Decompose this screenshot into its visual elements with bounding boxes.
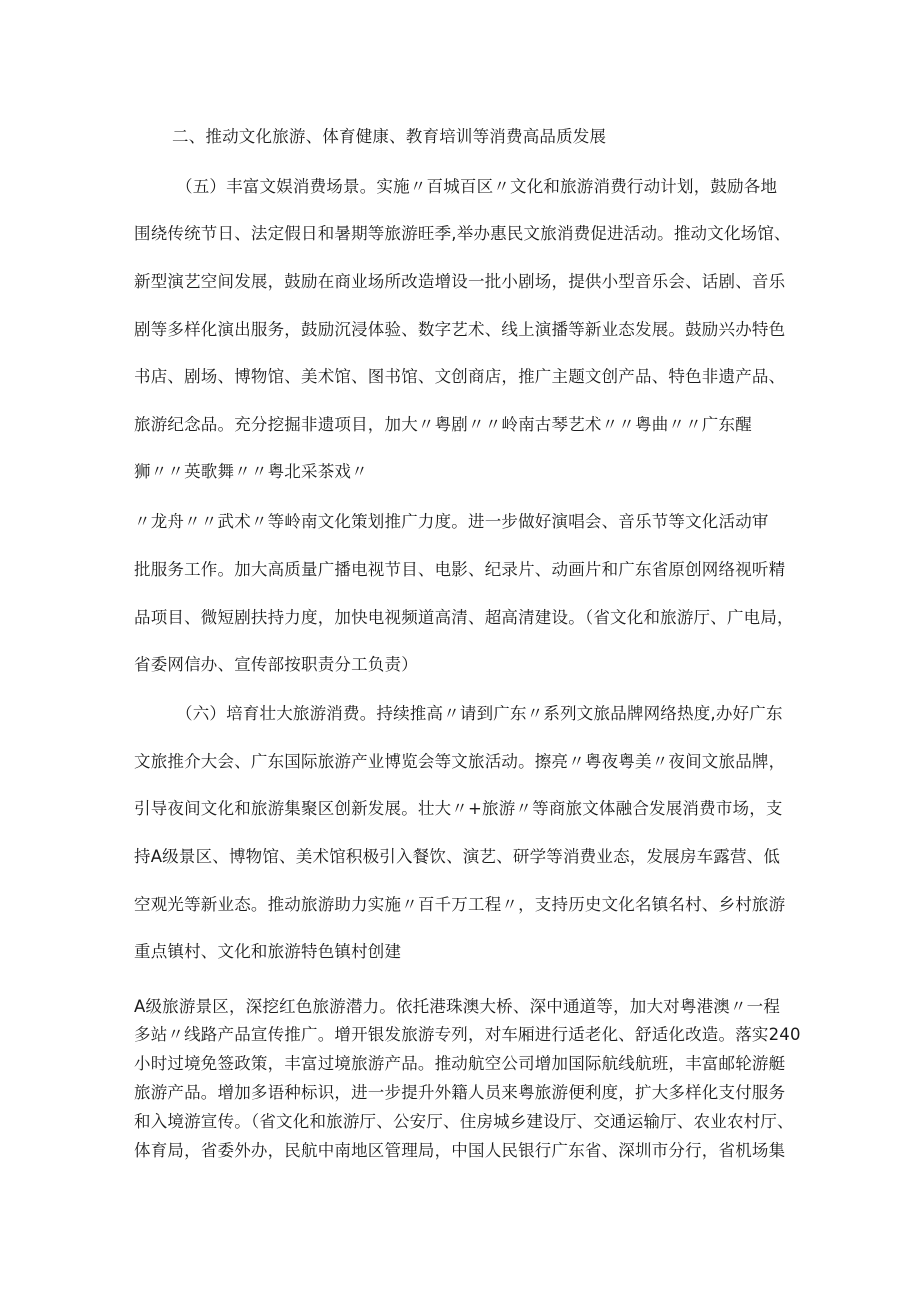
paragraph-line: 旅游纪念品。充分挖掘非遗项目，加大〃粤剧〃〃岭南古琴艺术〃〃粤曲〃〃广东醒 (134, 415, 752, 434)
paragraph-line: 重点镇村、文化和旅游特色镇村创建 (134, 942, 402, 961)
paragraph-line: 多站〃线路产品宣传推广。增开银发旅游专列，对车厢进行适老化、舒适化改造。落实240 (134, 1025, 801, 1044)
paragraph-line: 省委网信办、宣传部按职责分工负责） (134, 655, 418, 674)
paragraph-line: 剧等多样化演出服务，鼓励沉浸体验、数字艺术、线上演播等新业态发展。鼓励兴办特色 (134, 320, 786, 339)
paragraph-line: 〃龙舟〃〃武术〃等岭南文化策划推广力度。进一步做好演唱会、音乐节等文化活动审 (134, 512, 769, 531)
paragraph-line: （五）丰富文娱消费场景。实施〃百城百区〃文化和旅游消费行动计划，鼓励各地 (176, 177, 778, 196)
paragraph-line: 和入境游宣传。（省文化和旅游厅、公安厅、住房城乡建设厅、交通运输厅、农业农村厅、 (134, 1112, 794, 1131)
paragraph-line: 小时过境免签政策，丰富过境旅游产品。推动航空公司增加国际航线航班，丰富邮轮游艇 (134, 1054, 786, 1073)
paragraph-line: 持A级景区、博物馆、美术馆积极引入餐饮、演艺、研学等消费业态，发展房车露营、低 (134, 847, 781, 866)
paragraph-line: 书店、剧场、博物馆、美术馆、图书馆、文创商店，推广主题文创产品、特色非遗产品、 (134, 367, 786, 386)
paragraph-line: 新型演艺空间发展，鼓励在商业场所改造增设一批小剧场，提供小型音乐会、话剧、音乐 (134, 272, 786, 291)
paragraph-line: 文旅推介大会、广东国际旅游产业博览会等文旅活动。擦亮〃粤夜粤美〃夜间文旅品牌， (134, 752, 786, 771)
paragraph-line: 围绕传统节日、法定假日和暑期等旅游旺季,举办惠民文旅消费促进活动。推动文化场馆、 (134, 224, 791, 243)
paragraph-line: 品项目、微短剧扶持力度，加快电视频道高清、超高清建设。（省文化和旅游厅、广电局， (134, 608, 794, 627)
section-heading: 二、推动文化旅游、体育健康、教育培训等消费高品质发展 (172, 127, 607, 146)
paragraph-line: 狮〃〃英歌舞〃〃粤北采茶戏〃 (134, 462, 368, 481)
paragraph-line: 批服务工作。加大高质量广播电视节目、电影、纪录片、动画片和广东省原创网络视听精 (134, 560, 786, 579)
paragraph-line: 引导夜间文化和旅游集聚区创新发展。壮大〃+旅游〃等商旅文体融合发展消费市场，支 (134, 799, 783, 818)
paragraph-line: A级旅游景区，深挖红色旅游潜力。依托港珠澳大桥、深中通道等，加大对粤港澳〃一程 (134, 997, 781, 1016)
paragraph-line: 旅游产品。增加多语种标识，进一步提升外籍人员来粤旅游便利度，扩大多样化支付服务 (134, 1083, 786, 1102)
paragraph-line: 空观光等新业态。推动旅游助力实施〃百千万工程〃，支持历史文化名镇名村、乡村旅游 (134, 895, 786, 914)
paragraph-line: （六）培育壮大旅游消费。持续推高〃请到广东〃系列文旅品牌网络热度,办好广东 (176, 704, 783, 723)
paragraph-line: 体育局，省委外办，民航中南地区管理局，中国人民银行广东省、深圳市分行，省机场集 (134, 1141, 786, 1160)
